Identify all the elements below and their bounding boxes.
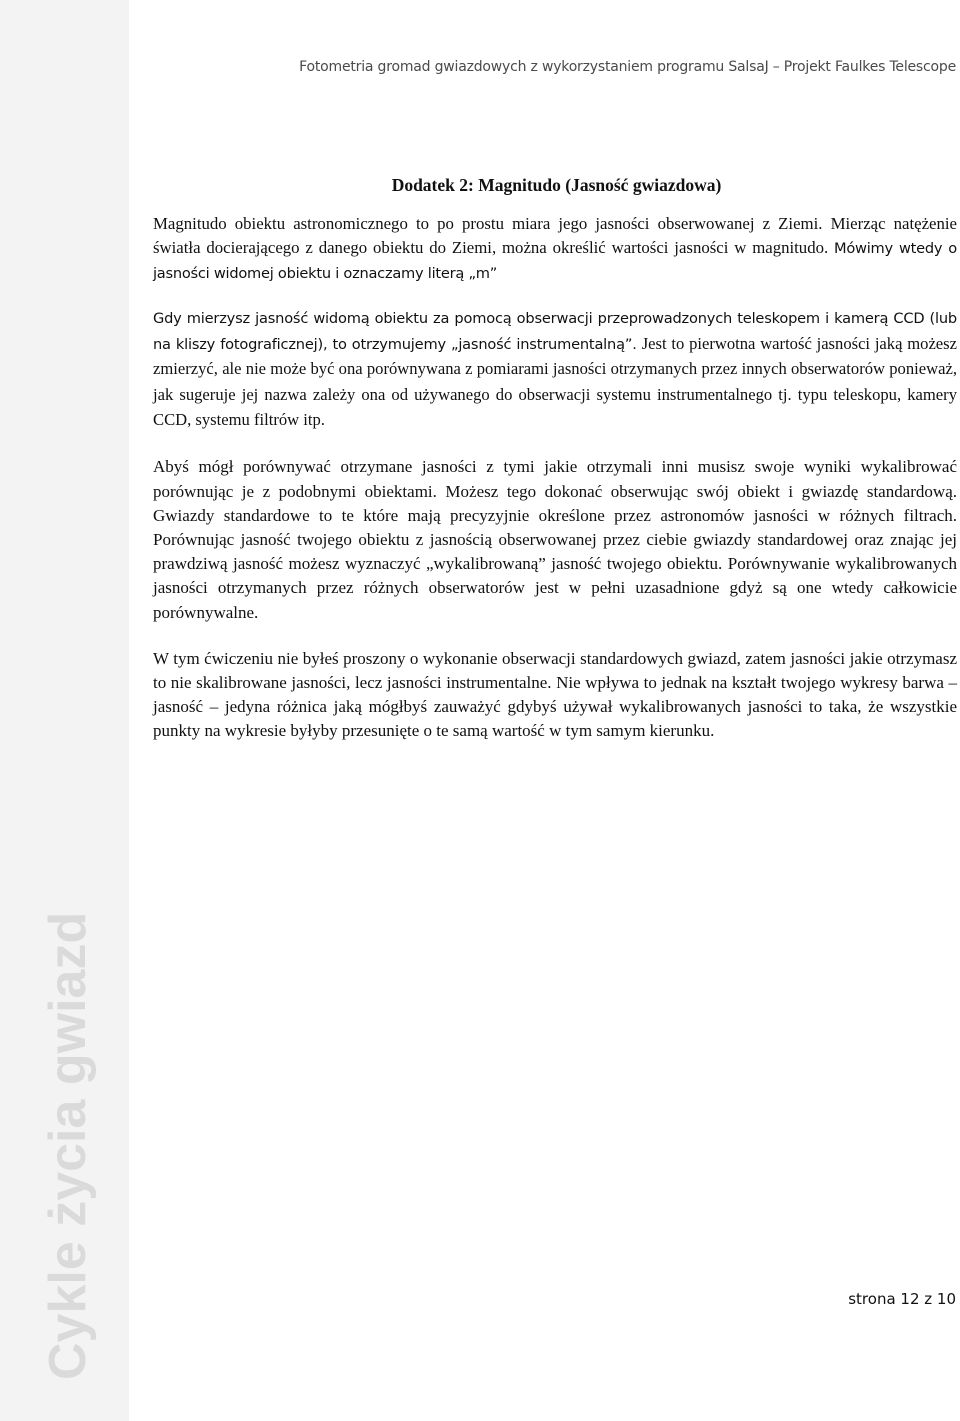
paragraph-text: jasności w magnitudo.	[674, 237, 829, 257]
running-header: Fotometria gromad gwiazdowych z wykorzystaniem programu SalsaJ – Projekt Faulkes Telescope	[299, 59, 956, 75]
paragraph-text: Jest to pierwotna wartość jasności jaką możesz zmierzyć, ale nie może być ona porównywana z pomiarami jasności otrzymanych przez innych obserwatorów ponieważ, jak sugeruje jej nazwa zależy ona od używanego do obserwacji systemu instrumentalnego tj. typu teleskopu, kamery CCD, systemu filtrów itp.	[153, 333, 957, 430]
paragraph-text: Mówimy wtedy o jasności widomej obiektu i oznaczamy literą „m”	[153, 239, 957, 282]
paragraph-text: Mierząc natężenie światła docierającego z danego obiektu do Ziemi, można określić wartości	[153, 214, 958, 257]
paragraph-exercise-note: W tym ćwiczeniu nie byłeś proszony o wykonanie obserwacji standardowych gwiazd, zatem jasności jakie otrzymasz to nie skalibrowane jasności, lecz jasności instrumentalne. Nie wpływa to jednak na kształt twojego wykresy barwa – jasność – jedyna różnica jaką mógłbyś zauważyć gdybyś używał wykalibrowanych jasności to taka, że wszystkie punkty na wykresie byłyby przesunięte o te samą wartość w tym samym kierunku.	[153, 648, 957, 741]
appendix-heading: Dodatek 2: Magnitudo (Jasność gwiazdowa)	[391, 175, 722, 195]
side-title-cykle-zycia-gwiazd: Cykle życia gwiazd	[39, 911, 97, 1380]
paragraph-calibration: Abyś mógł porównywać otrzymane jasności z tymi jakie otrzymali inni musisz swoje wyniki wykalibrować porównując je z podobnymi obiektami. Możesz tego dokonać obserwując swój obiekt i gwiazdę standardową. Gwiazdy standardowe to te które mają precyzyjnie określone przez astronomów jasności w różnych filtrach. Porównując jasność twojego obiektu z jasnością obserwowanej przez ciebie gwiazdy standardowej oraz znając jej prawdziwą jasność możesz wyznaczyć „wykalibrowaną” jasność twojego obiektu. Porównywanie wykalibrowanych jasności otrzymanych przez różnych obserwatorów jest w pełni uzasadnione gdyż są one wtedy całkowicie porównywalne.	[153, 457, 957, 622]
paragraph-text: Gdy mierzysz jasność widomą obiektu za pomocą obserwacji przeprowadzonych teleskopem i kamerą CCD (lub na kliszy fotograficznej), to otrzymujemy „jasność instrumentalną”.	[153, 310, 957, 353]
paragraph-magnitudo-definition	[153, 212, 957, 285]
document-body	[153, 212, 957, 766]
page-number: strona 12 z 10	[848, 1290, 956, 1308]
paragraph-text: Magnitudo obiektu astronomicznego to po prostu miara jego jasności obserwowanej z Ziemi.	[153, 214, 823, 233]
paragraph-instrumental-magnitude	[153, 307, 957, 433]
